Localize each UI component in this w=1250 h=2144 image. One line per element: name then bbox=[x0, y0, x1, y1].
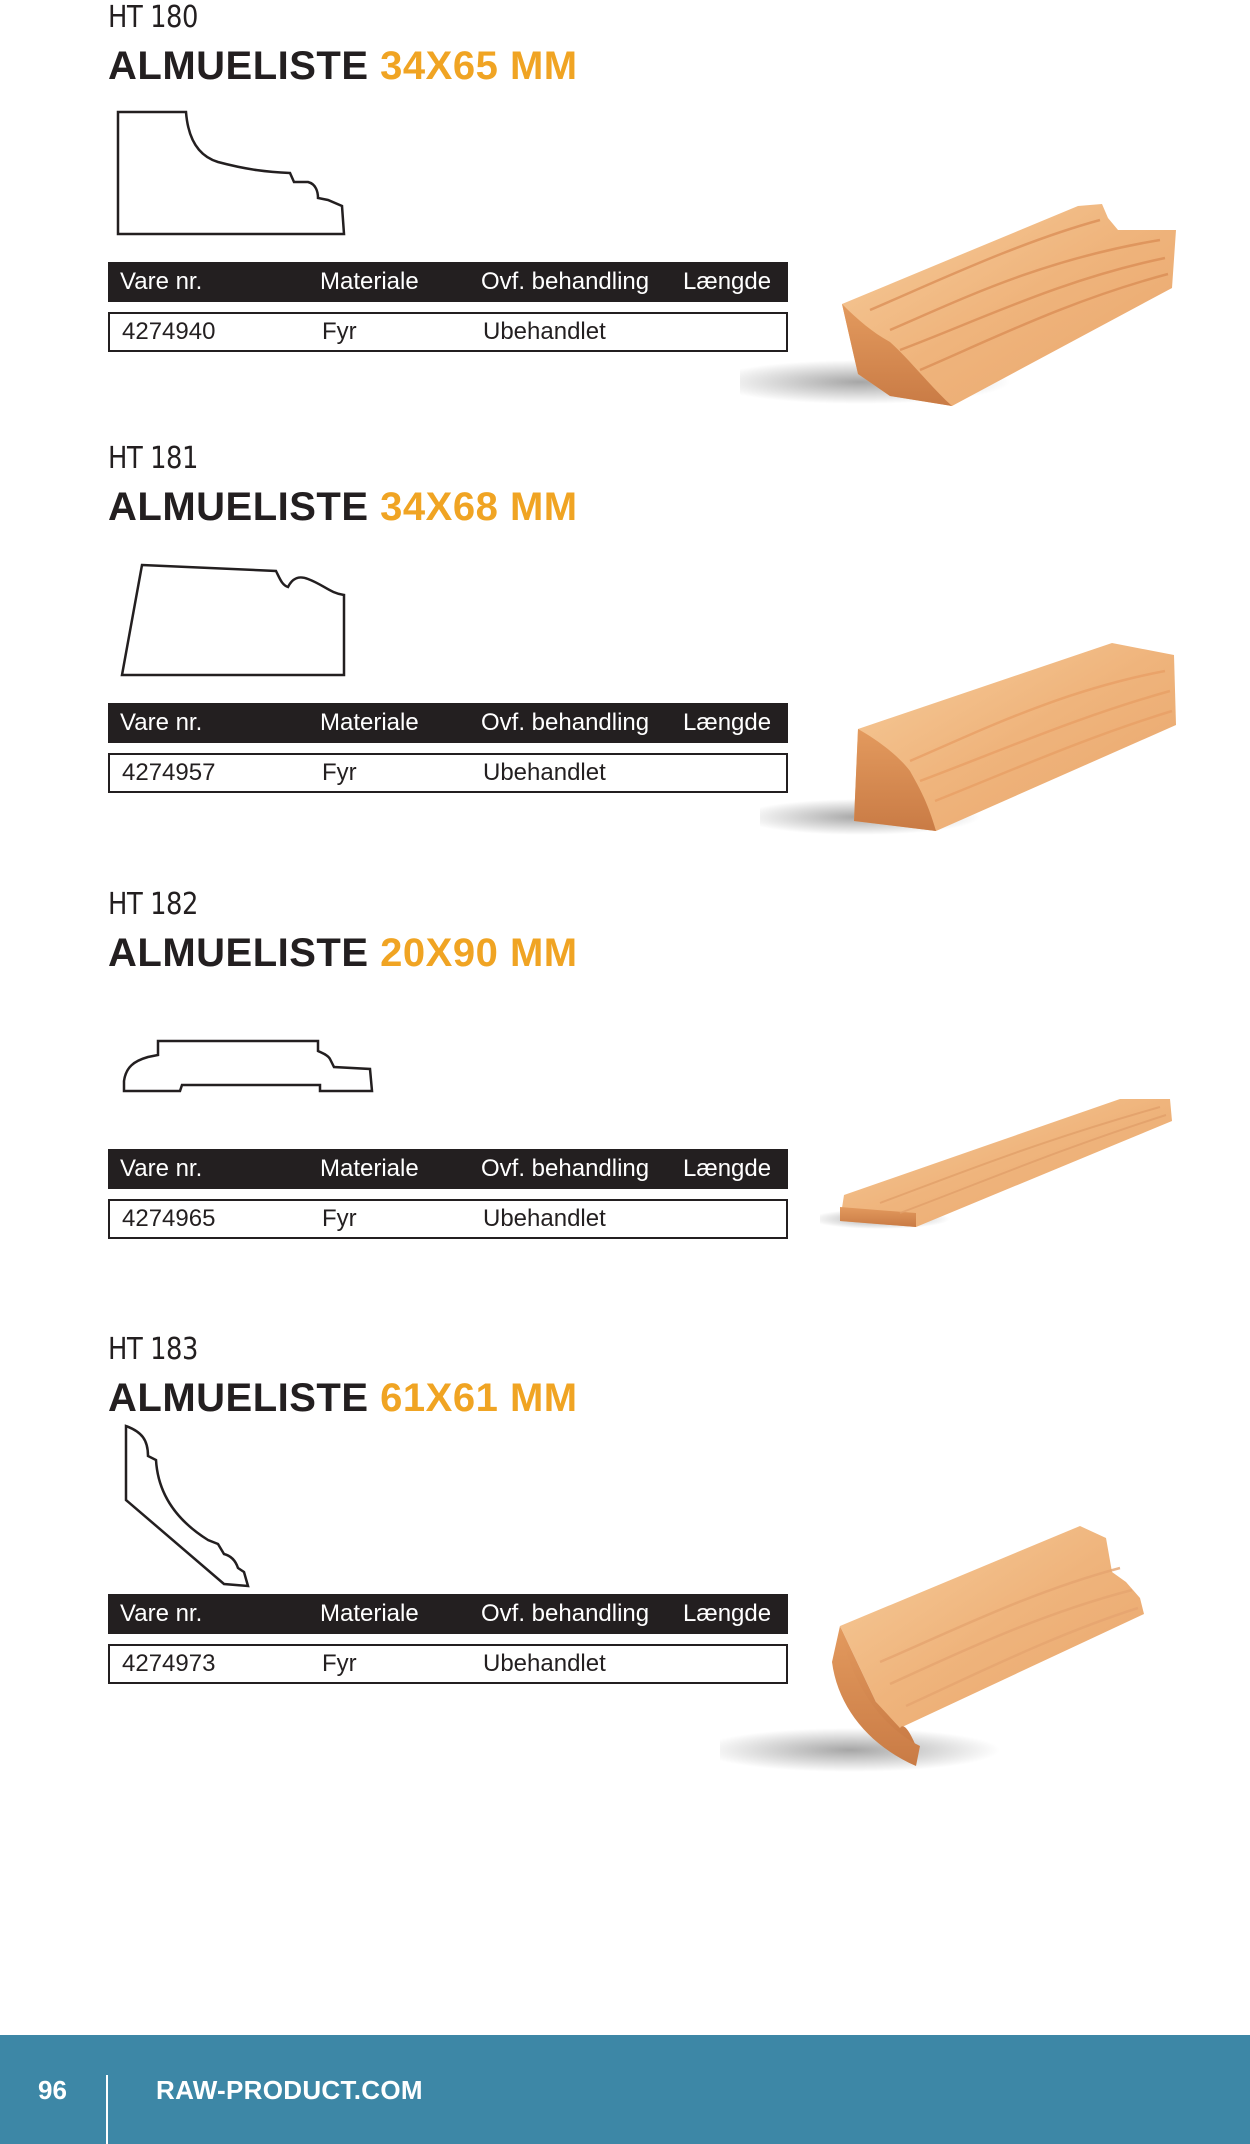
cell-vare-nr: 4274940 bbox=[122, 318, 216, 345]
product-title bbox=[108, 1376, 578, 1421]
table-header bbox=[108, 262, 788, 302]
header-laengde: Længde bbox=[683, 1600, 772, 1627]
header-laengde: Længde bbox=[683, 268, 772, 295]
product-title bbox=[108, 44, 578, 89]
product-name: ALMUELISTE bbox=[108, 44, 369, 88]
header-behandling: Ovf. behandling bbox=[481, 709, 650, 736]
cell-materiale: Fyr bbox=[322, 1205, 357, 1232]
cell-behandling: Ubehandlet bbox=[483, 1205, 606, 1232]
header-behandling: Ovf. behandling bbox=[481, 268, 650, 295]
header-vare-nr: Vare nr. bbox=[120, 1155, 203, 1182]
profile-drawing bbox=[108, 561, 358, 681]
page-footer bbox=[0, 2035, 1250, 2144]
header-materiale: Materiale bbox=[320, 1155, 419, 1182]
header-behandling: Ovf. behandling bbox=[481, 1155, 650, 1182]
header-vare-nr: Vare nr. bbox=[120, 709, 203, 736]
product-ht180 bbox=[0, 0, 1250, 440]
table-row bbox=[108, 753, 788, 793]
product-dimension: 34X65 MM bbox=[380, 44, 578, 88]
cell-vare-nr: 4274973 bbox=[122, 1650, 216, 1677]
product-dimension: 20X90 MM bbox=[380, 931, 578, 975]
cell-vare-nr: 4274957 bbox=[122, 759, 216, 786]
header-behandling: Ovf. behandling bbox=[481, 1600, 650, 1627]
profile-drawing bbox=[108, 1037, 378, 1103]
product-code: HT 182 bbox=[108, 887, 199, 922]
product-name: ALMUELISTE bbox=[108, 1376, 369, 1420]
table-row bbox=[108, 1644, 788, 1684]
product-ht182 bbox=[0, 887, 1250, 1327]
wood-molding-image bbox=[740, 160, 1180, 420]
table-header bbox=[108, 703, 788, 743]
product-title bbox=[108, 931, 578, 976]
cell-vare-nr: 4274965 bbox=[122, 1205, 216, 1232]
table-row bbox=[108, 1199, 788, 1239]
header-materiale: Materiale bbox=[320, 1600, 419, 1627]
website-link[interactable]: RAW-PRODUCT.COM bbox=[156, 2075, 423, 2105]
profile-drawing bbox=[108, 1424, 308, 1590]
table-row bbox=[108, 312, 788, 352]
wood-molding-image bbox=[760, 621, 1180, 861]
product-dimension: 61X61 MM bbox=[380, 1376, 578, 1420]
header-laengde: Længde bbox=[683, 1155, 772, 1182]
header-vare-nr: Vare nr. bbox=[120, 1600, 203, 1627]
cell-behandling: Ubehandlet bbox=[483, 318, 606, 345]
cell-materiale: Fyr bbox=[322, 1650, 357, 1677]
product-ht181 bbox=[0, 441, 1250, 881]
product-dimension: 34X68 MM bbox=[380, 485, 578, 529]
cell-materiale: Fyr bbox=[322, 759, 357, 786]
product-ht183 bbox=[0, 1332, 1250, 1772]
profile-drawing bbox=[108, 108, 358, 242]
header-materiale: Materiale bbox=[320, 268, 419, 295]
cell-behandling: Ubehandlet bbox=[483, 1650, 606, 1677]
product-code: HT 183 bbox=[108, 1332, 199, 1367]
wood-molding-image bbox=[820, 1097, 1180, 1257]
cell-materiale: Fyr bbox=[322, 318, 357, 345]
table-header bbox=[108, 1149, 788, 1189]
product-name: ALMUELISTE bbox=[108, 931, 369, 975]
footer-divider bbox=[106, 2075, 108, 2144]
wood-molding-image bbox=[720, 1522, 1160, 1802]
header-laengde: Længde bbox=[683, 709, 772, 736]
product-title bbox=[108, 485, 578, 530]
cell-behandling: Ubehandlet bbox=[483, 759, 606, 786]
table-header bbox=[108, 1594, 788, 1634]
product-code: HT 180 bbox=[108, 0, 199, 35]
product-name: ALMUELISTE bbox=[108, 485, 369, 529]
header-vare-nr: Vare nr. bbox=[120, 268, 203, 295]
header-materiale: Materiale bbox=[320, 709, 419, 736]
product-code: HT 181 bbox=[108, 441, 199, 476]
page-number: 96 bbox=[38, 2075, 67, 2105]
